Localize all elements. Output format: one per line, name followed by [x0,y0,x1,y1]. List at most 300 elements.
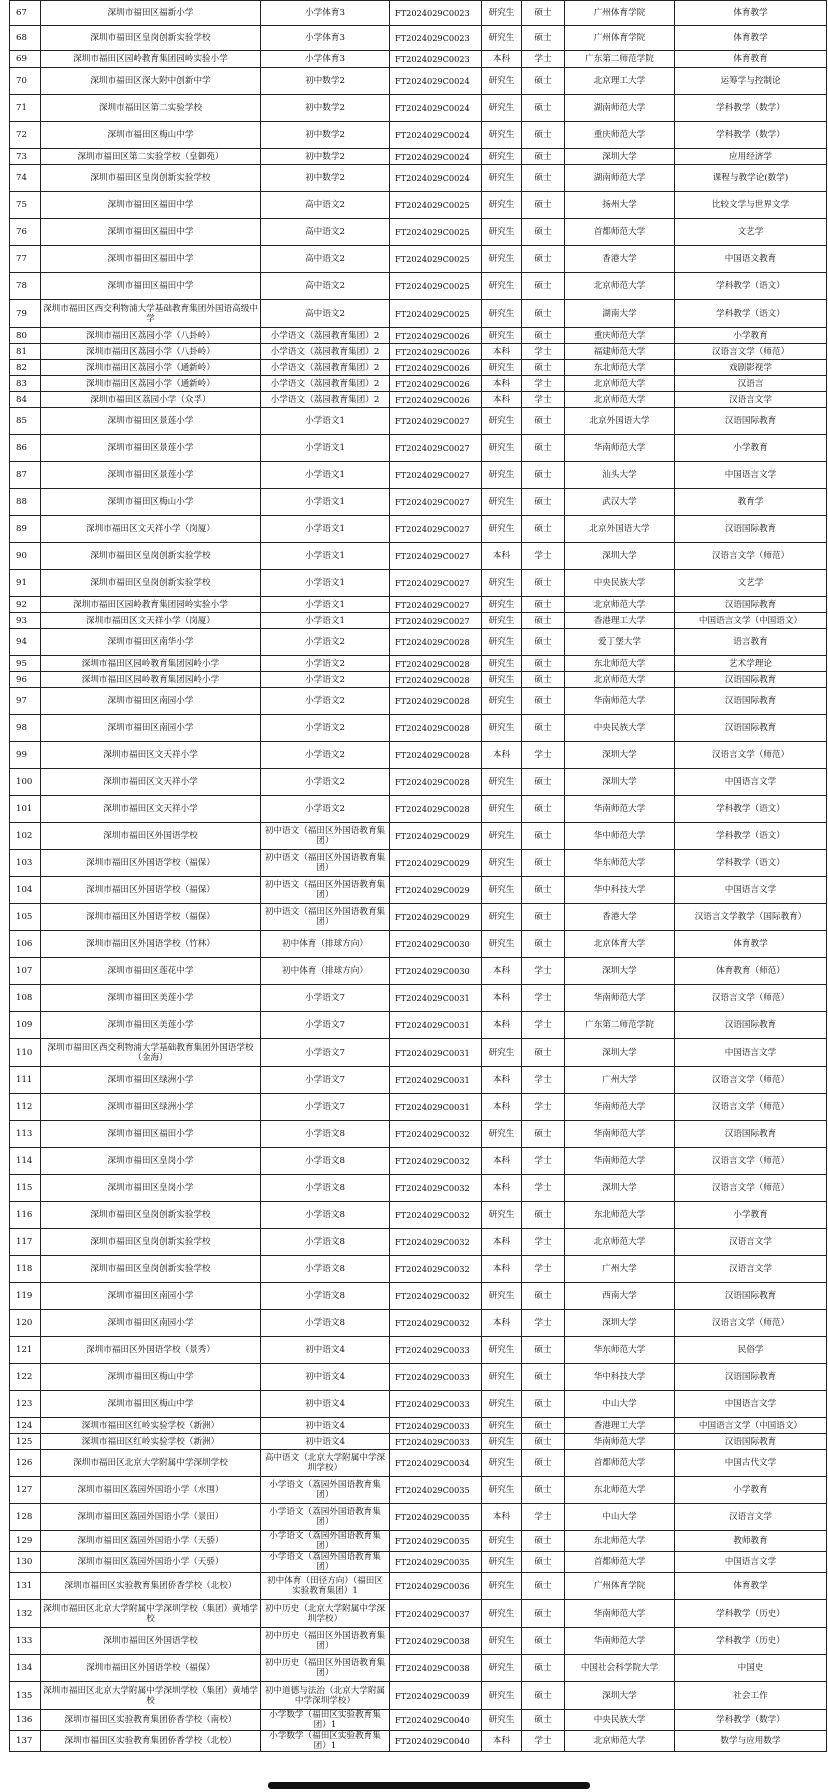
graduate-university-cell: 北京师范大学 [565,597,675,613]
major-cell: 比较文学与世界文学 [675,192,827,219]
position-code-cell: FT2024029C0040 [390,1710,482,1731]
row-number-cell: 125 [10,1434,41,1450]
major-cell: 学科教学（语文） [675,300,827,328]
position-subject-cell: 小学数学（福田区实验教育集团）1 [261,1731,390,1752]
recruitment-list-table [9,0,827,1752]
degree-cell: 硕士 [522,1434,565,1450]
degree-cell: 学士 [522,1731,565,1752]
major-cell: 学科教学（数学） [675,95,827,122]
major-cell: 小学教育 [675,435,827,462]
table-row [10,931,827,958]
table-row [10,688,827,715]
position-subject-cell: 小学语文1 [261,516,390,543]
school-name-cell: 深圳市福田区南园小学 [41,1310,261,1337]
row-number-cell: 78 [10,273,41,300]
row-number-cell: 91 [10,570,41,597]
school-name-cell: 深圳市福田区福田中学 [41,219,261,246]
position-subject-cell: 初中数学2 [261,165,390,192]
education-level-cell: 研究生 [482,1655,522,1682]
position-subject-cell: 小学体育3 [261,51,390,68]
education-level-cell: 本科 [482,543,522,570]
graduate-university-cell: 北京体育大学 [565,931,675,958]
major-cell: 汉语言文学（师范） [675,1148,827,1175]
school-name-cell: 深圳市福田区福田中学 [41,192,261,219]
graduate-university-cell: 深圳大学 [565,1175,675,1202]
education-level-cell: 研究生 [482,1039,522,1067]
education-level-cell: 本科 [482,742,522,769]
degree-cell: 硕士 [522,656,565,672]
education-level-cell: 研究生 [482,165,522,192]
degree-cell: 硕士 [522,68,565,95]
position-code-cell: FT2024029C0034 [390,1450,482,1477]
position-subject-cell: 小学语文2 [261,715,390,742]
position-subject-cell: 小学语文8 [261,1148,390,1175]
school-name-cell: 深圳市福田区园岭教育集团园岭实验小学 [41,51,261,68]
school-name-cell: 深圳市福田区文天祥小学 [41,796,261,823]
major-cell: 汉语言文学 [675,1256,827,1283]
position-subject-cell: 初中语文（福田区外国语教育集团） [261,877,390,904]
major-cell: 学科教学（历史） [675,1600,827,1628]
table-row [10,344,827,360]
education-level-cell: 研究生 [482,408,522,435]
degree-cell: 硕士 [522,219,565,246]
table-row [10,877,827,904]
education-level-cell: 研究生 [482,1283,522,1310]
graduate-university-cell: 东北师范大学 [565,1202,675,1229]
degree-cell: 学士 [522,958,565,985]
degree-cell: 学士 [522,376,565,392]
major-cell: 小学教育 [675,1202,827,1229]
major-cell: 汉语言文学（师范） [675,985,827,1012]
position-code-cell: FT2024029C0030 [390,931,482,958]
table-row [10,219,827,246]
row-number-cell: 72 [10,122,41,149]
table-row [10,1121,827,1148]
major-cell: 汉语言文学（师范） [675,1310,827,1337]
table-row [10,1310,827,1337]
graduate-university-cell: 北京师范大学 [565,1229,675,1256]
education-level-cell: 本科 [482,1148,522,1175]
degree-cell: 硕士 [522,1573,565,1600]
education-level-cell: 本科 [482,1175,522,1202]
row-number-cell: 67 [10,1,41,26]
graduate-university-cell: 华南师范大学 [565,985,675,1012]
position-subject-cell: 小学语文（荔园外国语教育集团） [261,1552,390,1573]
major-cell: 汉语国际教育 [675,597,827,613]
major-cell: 中国语言文学 [675,769,827,796]
position-subject-cell: 小学语文1 [261,435,390,462]
major-cell: 中国语言文学（中国语文） [675,613,827,629]
table-row [10,985,827,1012]
graduate-university-cell: 北京外国语大学 [565,516,675,543]
graduate-university-cell: 汕头大学 [565,462,675,489]
education-level-cell: 本科 [482,1731,522,1752]
graduate-university-cell: 广州体育学院 [565,1,675,26]
row-number-cell: 112 [10,1094,41,1121]
major-cell: 汉语国际教育 [675,715,827,742]
position-code-cell: FT2024029C0025 [390,273,482,300]
education-level-cell: 本科 [482,51,522,68]
graduate-university-cell: 广州大学 [565,1256,675,1283]
row-number-cell: 128 [10,1504,41,1531]
table-row [10,1682,827,1710]
degree-cell: 学士 [522,1148,565,1175]
table-row [10,1628,827,1655]
school-name-cell: 深圳市福田区景莲小学 [41,435,261,462]
degree-cell: 硕士 [522,1,565,26]
position-subject-cell: 小学语文1 [261,543,390,570]
table-row [10,1229,827,1256]
table-row [10,597,827,613]
table-row [10,1012,827,1039]
education-level-cell: 研究生 [482,1628,522,1655]
degree-cell: 硕士 [522,1450,565,1477]
major-cell: 学科教学（数学） [675,1710,827,1731]
table-row [10,958,827,985]
row-number-cell: 84 [10,392,41,408]
graduate-university-cell: 武汉大学 [565,489,675,516]
school-name-cell: 深圳市福田区实验教育集团侨香学校（北校） [41,1573,261,1600]
row-number-cell: 104 [10,877,41,904]
row-number-cell: 124 [10,1418,41,1434]
education-level-cell: 研究生 [482,1391,522,1418]
major-cell: 汉语国际教育 [675,1434,827,1450]
degree-cell: 硕士 [522,904,565,931]
position-subject-cell: 初中数学2 [261,122,390,149]
position-subject-cell: 高中语文2 [261,246,390,273]
position-subject-cell: 小学语文8 [261,1256,390,1283]
graduate-university-cell: 华东师范大学 [565,850,675,877]
row-number-cell: 118 [10,1256,41,1283]
position-subject-cell: 小学体育3 [261,1,390,26]
school-name-cell: 深圳市福田区梅山中学 [41,1364,261,1391]
graduate-university-cell: 扬州大学 [565,192,675,219]
school-name-cell: 深圳市福田区北京大学附属中学深圳学校 [41,1450,261,1477]
row-number-cell: 79 [10,300,41,328]
position-code-cell: FT2024029C0023 [390,1,482,26]
education-level-cell: 研究生 [482,796,522,823]
major-cell: 中国语文教育 [675,246,827,273]
major-cell: 汉语国际教育 [675,1121,827,1148]
degree-cell: 学士 [522,1256,565,1283]
table-row [10,516,827,543]
degree-cell: 学士 [522,1310,565,1337]
graduate-university-cell: 香港大学 [565,904,675,931]
position-subject-cell: 小学语文2 [261,688,390,715]
position-code-cell: FT2024029C0032 [390,1175,482,1202]
education-level-cell: 研究生 [482,1450,522,1477]
education-level-cell: 本科 [482,344,522,360]
position-code-cell: FT2024029C0035 [390,1531,482,1552]
position-code-cell: FT2024029C0032 [390,1121,482,1148]
position-code-cell: FT2024029C0033 [390,1364,482,1391]
position-subject-cell: 小学语文7 [261,1012,390,1039]
position-code-cell: FT2024029C0027 [390,613,482,629]
major-cell: 学科教学（语文） [675,273,827,300]
position-subject-cell: 小学语文1 [261,462,390,489]
position-code-cell: FT2024029C0027 [390,597,482,613]
position-code-cell: FT2024029C0027 [390,543,482,570]
table-row [10,1256,827,1283]
major-cell: 中国古代文学 [675,1450,827,1477]
position-code-cell: FT2024029C0027 [390,462,482,489]
row-number-cell: 68 [10,26,41,51]
row-number-cell: 134 [10,1655,41,1682]
graduate-university-cell: 爱丁堡大学 [565,629,675,656]
row-number-cell: 87 [10,462,41,489]
table-row [10,246,827,273]
row-number-cell: 117 [10,1229,41,1256]
degree-cell: 硕士 [522,1391,565,1418]
table-row [10,1,827,26]
degree-cell: 硕士 [522,570,565,597]
graduate-university-cell: 华南师范大学 [565,1628,675,1655]
position-subject-cell: 初中语文4 [261,1434,390,1450]
position-subject-cell: 初中语文4 [261,1418,390,1434]
position-subject-cell: 初中语文（福田区外国语教育集团） [261,850,390,877]
school-name-cell: 深圳市福田区外国语学校（福保） [41,1655,261,1682]
major-cell: 文艺学 [675,570,827,597]
row-number-cell: 135 [10,1682,41,1710]
education-level-cell: 研究生 [482,1682,522,1710]
major-cell: 学科教学（数学） [675,122,827,149]
school-name-cell: 深圳市福田区红岭实验学校（新洲） [41,1434,261,1450]
education-level-cell: 研究生 [482,672,522,688]
school-name-cell: 深圳市福田区福田中学 [41,246,261,273]
major-cell: 汉语言文学 [675,392,827,408]
graduate-university-cell: 深圳大学 [565,958,675,985]
table-row [10,149,827,165]
position-code-cell: FT2024029C0031 [390,1067,482,1094]
position-subject-cell: 小学语文2 [261,769,390,796]
education-level-cell: 研究生 [482,1477,522,1504]
degree-cell: 硕士 [522,613,565,629]
major-cell: 学科教学（语文） [675,796,827,823]
row-number-cell: 95 [10,656,41,672]
education-level-cell: 研究生 [482,1600,522,1628]
school-name-cell: 深圳市福田区南华小学 [41,629,261,656]
education-level-cell: 研究生 [482,516,522,543]
school-name-cell: 深圳市福田区景莲小学 [41,408,261,435]
position-subject-cell: 初中道德与法治（北京大学附属中学深圳学校） [261,1682,390,1710]
table-row [10,462,827,489]
table-row [10,95,827,122]
position-subject-cell: 小学语文（荔园外国语教育集团） [261,1504,390,1531]
degree-cell: 硕士 [522,1283,565,1310]
position-code-cell: FT2024029C0026 [390,392,482,408]
row-number-cell: 83 [10,376,41,392]
position-subject-cell: 小学语文1 [261,408,390,435]
position-code-cell: FT2024029C0023 [390,51,482,68]
row-number-cell: 108 [10,985,41,1012]
position-subject-cell: 小学语文7 [261,1039,390,1067]
position-subject-cell: 初中语文4 [261,1337,390,1364]
degree-cell: 学士 [522,742,565,769]
degree-cell: 硕士 [522,931,565,958]
school-name-cell: 深圳市福田区荔园外国语小学（天骄） [41,1531,261,1552]
table-row [10,360,827,376]
education-level-cell: 研究生 [482,1531,522,1552]
row-number-cell: 106 [10,931,41,958]
school-name-cell: 深圳市福田区外国语学校（景秀） [41,1337,261,1364]
degree-cell: 学士 [522,392,565,408]
major-cell: 小学教育 [675,328,827,344]
position-code-cell: FT2024029C0028 [390,688,482,715]
school-name-cell: 深圳市福田区福田中学 [41,273,261,300]
degree-cell: 硕士 [522,688,565,715]
graduate-university-cell: 中山大学 [565,1504,675,1531]
row-number-cell: 109 [10,1012,41,1039]
position-subject-cell: 小学语文8 [261,1202,390,1229]
graduate-university-cell: 中央民族大学 [565,570,675,597]
school-name-cell: 深圳市福田区实验教育集团侨香学校（北校） [41,1731,261,1752]
position-subject-cell: 高中语文2 [261,300,390,328]
education-level-cell: 研究生 [482,26,522,51]
major-cell: 汉语言文学（师范） [675,1094,827,1121]
education-level-cell: 研究生 [482,1552,522,1573]
position-code-cell: FT2024029C0023 [390,26,482,51]
position-code-cell: FT2024029C0032 [390,1310,482,1337]
table-row [10,1039,827,1067]
school-name-cell: 深圳市福田区外国语学校 [41,823,261,850]
graduate-university-cell: 中国社会科学院大学 [565,1655,675,1682]
position-code-cell: FT2024029C0025 [390,300,482,328]
position-code-cell: FT2024029C0026 [390,376,482,392]
position-code-cell: FT2024029C0027 [390,516,482,543]
education-level-cell: 研究生 [482,688,522,715]
education-level-cell: 研究生 [482,435,522,462]
row-number-cell: 82 [10,360,41,376]
major-cell: 课程与教学论(数学) [675,165,827,192]
position-code-cell: FT2024029C0025 [390,192,482,219]
row-number-cell: 113 [10,1121,41,1148]
major-cell: 体育教学 [675,1,827,26]
school-name-cell: 深圳市福田区北京大学附属中学深圳学校（集团）黄埔学校 [41,1682,261,1710]
education-level-cell: 研究生 [482,570,522,597]
degree-cell: 硕士 [522,850,565,877]
school-name-cell: 深圳市福田区荔园小学（八卦岭） [41,344,261,360]
major-cell: 小学教育 [675,1477,827,1504]
position-subject-cell: 初中体育（排球方向） [261,931,390,958]
school-name-cell: 深圳市福田区荔园小学（八卦岭） [41,328,261,344]
school-name-cell: 深圳市福田区皇岗创新实验学校 [41,26,261,51]
position-code-cell: FT2024029C0037 [390,1600,482,1628]
school-name-cell: 深圳市福田区荔园小学（通新岭） [41,360,261,376]
major-cell: 汉语国际教育 [675,1283,827,1310]
row-number-cell: 133 [10,1628,41,1655]
graduate-university-cell: 北京师范大学 [565,392,675,408]
education-level-cell: 本科 [482,1504,522,1531]
degree-cell: 硕士 [522,489,565,516]
position-code-cell: FT2024029C0028 [390,629,482,656]
graduate-university-cell: 东北师范大学 [565,360,675,376]
position-subject-cell: 小学语文（荔园教育集团）2 [261,344,390,360]
graduate-university-cell: 重庆师范大学 [565,122,675,149]
school-name-cell: 深圳市福田区第二实验学校（皇御苑） [41,149,261,165]
graduate-university-cell: 东北师范大学 [565,656,675,672]
education-level-cell: 研究生 [482,360,522,376]
table-row [10,742,827,769]
graduate-university-cell: 重庆师范大学 [565,328,675,344]
row-number-cell: 136 [10,1710,41,1731]
major-cell: 艺术学理论 [675,656,827,672]
position-subject-cell: 初中数学2 [261,68,390,95]
degree-cell: 硕士 [522,1682,565,1710]
position-subject-cell: 高中语文2 [261,219,390,246]
graduate-university-cell: 深圳大学 [565,149,675,165]
education-level-cell: 研究生 [482,877,522,904]
table-row [10,672,827,688]
degree-cell: 硕士 [522,1710,565,1731]
row-number-cell: 88 [10,489,41,516]
position-subject-cell: 小学语文8 [261,1310,390,1337]
table-row [10,1283,827,1310]
degree-cell: 硕士 [522,1121,565,1148]
school-name-cell: 深圳市福田区皇岗创新实验学校 [41,1202,261,1229]
major-cell: 教育学 [675,489,827,516]
position-subject-cell: 小学语文（荔园外国语教育集团） [261,1477,390,1504]
position-code-cell: FT2024029C0025 [390,219,482,246]
degree-cell: 学士 [522,1067,565,1094]
school-name-cell: 深圳市福田区皇岗创新实验学校 [41,1256,261,1283]
graduate-university-cell: 深圳大学 [565,1039,675,1067]
row-number-cell: 137 [10,1731,41,1752]
row-number-cell: 81 [10,344,41,360]
graduate-university-cell: 华南师范大学 [565,796,675,823]
table-row [10,300,827,328]
major-cell: 体育教育（师范） [675,958,827,985]
table-row [10,1450,827,1477]
position-code-cell: FT2024029C0029 [390,904,482,931]
position-subject-cell: 小学语文（荔园教育集团）2 [261,392,390,408]
row-number-cell: 74 [10,165,41,192]
position-subject-cell: 小学语文2 [261,672,390,688]
major-cell: 中国语言文学（中国语文） [675,1418,827,1434]
education-level-cell: 研究生 [482,219,522,246]
row-number-cell: 131 [10,1573,41,1600]
degree-cell: 硕士 [522,165,565,192]
school-name-cell: 深圳市福田区第二实验学校 [41,95,261,122]
school-name-cell: 深圳市福田区荔园外国语小学（景田） [41,1504,261,1531]
table-row [10,489,827,516]
major-cell: 汉语言文学教学（国际教育） [675,904,827,931]
table-row [10,796,827,823]
degree-cell: 硕士 [522,246,565,273]
degree-cell: 硕士 [522,1418,565,1434]
major-cell: 学科教学（语文） [675,823,827,850]
graduate-university-cell: 香港大学 [565,246,675,273]
position-subject-cell: 小学语文1 [261,570,390,597]
school-name-cell: 深圳市福田区园岭教育集团园岭小学 [41,656,261,672]
degree-cell: 硕士 [522,1655,565,1682]
position-code-cell: FT2024029C0028 [390,769,482,796]
position-code-cell: FT2024029C0035 [390,1552,482,1573]
row-number-cell: 111 [10,1067,41,1094]
degree-cell: 硕士 [522,1531,565,1552]
row-number-cell: 130 [10,1552,41,1573]
table-row [10,192,827,219]
table-row [10,1655,827,1682]
position-code-cell: FT2024029C0031 [390,1094,482,1121]
row-number-cell: 115 [10,1175,41,1202]
degree-cell: 硕士 [522,1364,565,1391]
position-subject-cell: 小学语文7 [261,1067,390,1094]
school-name-cell: 深圳市福田区梅山中学 [41,1391,261,1418]
major-cell: 中国史 [675,1655,827,1682]
position-subject-cell: 小学语文（荔园教育集团）2 [261,328,390,344]
education-level-cell: 研究生 [482,1710,522,1731]
position-code-cell: FT2024029C0035 [390,1477,482,1504]
